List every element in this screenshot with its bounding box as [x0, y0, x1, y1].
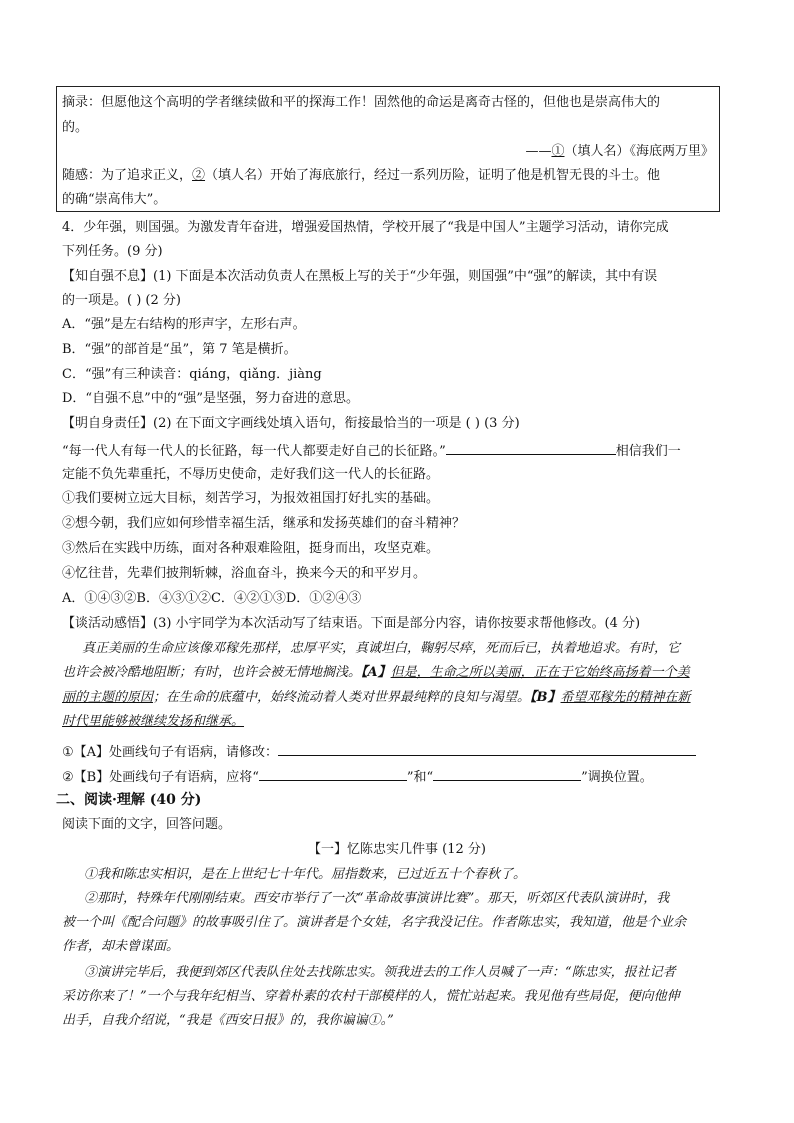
hw-text: 也许会被冷酷地阻断；有时，也许会被无情地搁浅。: [62, 665, 362, 680]
handwritten-line-1: 真正美丽的生命应该像邓稼先那样，忠厚平实，真诚坦白，鞠躬尽瘁，死而后已，执着地追求。有时，它: [82, 641, 681, 656]
option-a: A．“强”是左右结构的形声字，左形右声。: [62, 317, 306, 332]
article-title: 【一】忆陈忠实几件事 (12 分): [308, 842, 486, 857]
excerpt-line-1: 摘录：但愿他这个高明的学者继续做和平的探海工作！固然他的命运是离奇古怪的，但他也是崇高伟大的: [62, 95, 661, 110]
blank-marker-2: ②: [192, 168, 206, 183]
thought-prefix: 随感：为了追求正义，: [62, 168, 193, 183]
handwritten-line-3: [62, 689, 691, 707]
fix-b-blank-1: [259, 767, 407, 781]
answer-choices: A．①④③②B．④③①②C．④②①③D．①②④③: [62, 591, 362, 606]
fix-a-line: [62, 742, 696, 762]
paragraph-1: ①我和陈忠实相识，是在上世纪七十年代。屈指数来，已过近五十个春秋了。: [84, 867, 527, 882]
paragraph-3-line-1: ③演讲完毕后，我便到郊区代表队住处去找陈忠实。领我进去的工作人员喊了一声：“陈忠实，报社记者: [84, 965, 676, 980]
fix-b-prefix: ②【B】处画线句子有语病，应将“: [62, 770, 259, 785]
paragraph-3-line-3: 出手，自我介绍说，“我是《西安日报》的，我你谝谝①。”: [62, 1013, 394, 1028]
quote-start: “每一代人有每一代人的长征路，每一代人都要走好自己的长征路。”: [62, 444, 446, 459]
option-c: C．“强”有三种读音：qiáng，qiǎng．jiàng: [62, 367, 322, 382]
attribution-book: （填人名）《海底两万里》: [564, 144, 714, 159]
reading-instruction: 阅读下面的文字，回答问题。: [62, 817, 232, 832]
excerpt-attribution: [0, 143, 714, 161]
underlined-sentence-a: 但是，生命之所以美丽，正在于它始终高扬着一个美: [390, 665, 690, 680]
fix-a-blank: [278, 742, 696, 756]
thought-line-2: 的确“崇高伟大”。: [62, 192, 167, 207]
handwritten-line-4: [62, 713, 244, 731]
fix-b-mid: ”和“: [406, 770, 434, 785]
thought-line-1: [62, 167, 660, 185]
underlined-sentence-a-end: 丽的主题的原因: [62, 690, 154, 705]
sentence-2: ②想今朝，我们应如何珍惜幸福生活，继承和发扬英雄们的奋斗精神？: [62, 516, 466, 531]
hw-text: ；在生命的底蕴中，始终流动着人类对世界最纯粹的良知与渴望。: [153, 690, 531, 705]
excerpt-line-2: 的。: [62, 120, 89, 135]
paragraph-3-line-2: 采访你来了！”一个与我年纪相当、穿着朴素的农村干部模样的人，慌忙站起来。我见他有些局促，便向他伸: [62, 989, 680, 1004]
option-b: B．“强”的部首是“虽”，第 7 笔是横折。: [62, 342, 297, 357]
q4-part2-line-1: 【明自身责任】(2) 在下面文字画线处填入语句，衔接最恰当的一项是 ( ) (3 分): [62, 416, 520, 431]
sentence-4: ④忆往昔，先辈们披荆斩棘，浴血奋斗，换来今天的和平岁月。: [62, 566, 427, 581]
handwritten-line-2: [62, 664, 690, 682]
attribution-dash: ——: [525, 144, 552, 159]
marker-a: 【A】: [361, 665, 391, 680]
q4-part3-line-1: 【谈活动感悟】(3) 小宇同学为本次活动写了结束语。下面是部分内容，请你按要求帮他修改。(4 分): [62, 616, 641, 631]
sentence-3: ③然后在实践中历练，面对各种艰难险阻，挺身而出，攻坚克难。: [62, 541, 440, 556]
fill-blank-line: [446, 441, 616, 455]
fix-b-suffix: ”调换位置。: [581, 770, 653, 785]
q4-intro-1: 4．少年强，则国强。为激发青年奋进，增强爱国热情，学校开展了“我是中国人”主题学习活动，请你完成: [62, 220, 669, 235]
thought-suffix: （填人名）开始了海底旅行，经过一系列历险，证明了他是机智无畏的斗士。他: [205, 168, 661, 183]
section-heading: 二、阅读·理解 (40 分): [56, 792, 202, 808]
fix-b-line: [62, 767, 653, 787]
paragraph-2-line-3: 作者，却未曾谋面。: [62, 939, 180, 954]
q4-part2-quote: [62, 441, 681, 461]
paragraph-2-line-1: ②那时，特殊年代刚刚结束。西安市举行了一次“革命故事演讲比赛”。那天，听郊区代表队演讲时，我: [84, 891, 670, 906]
underlined-sentence-b: 希望邓稼先的精神在新: [560, 690, 691, 705]
q4-part1-line-1: 【知自强不息】(1) 下面是本次活动负责人在黑板上写的关于“少年强，则国强”中“强”的解读，其中有误: [62, 269, 658, 284]
marker-b: 【B】: [530, 690, 561, 705]
q4-part2-quote-cont: 定能不负先辈重托，不辱历史使命，走好我们这一代人的长征路。: [62, 467, 440, 482]
option-d: D．“自强不息”中的“强”是坚强，努力奋进的意思。: [62, 391, 360, 406]
paragraph-2-line-2: 被一个叫《配合问题》的故事吸引住了。演讲者是个女娃，名字我没记住。作者陈忠实，我知道，他是个业余: [62, 915, 687, 930]
q4-part1-line-2: 的一项是。( ) (2 分): [62, 293, 181, 308]
fix-b-blank-2: [433, 767, 581, 781]
blank-marker-1: ①: [551, 144, 565, 159]
quote-end: 相信我们一: [615, 444, 681, 459]
sentence-1: ①我们要树立远大目标，刻苦学习，为报效祖国打好扎实的基础。: [62, 491, 440, 506]
fix-a-label: ①【A】处画线句子有语病，请修改：: [62, 745, 279, 760]
underlined-sentence-b-end: 时代里能够被继续发扬和继承。: [62, 714, 245, 729]
q4-intro-2: 下列任务。(9 分): [62, 244, 163, 259]
